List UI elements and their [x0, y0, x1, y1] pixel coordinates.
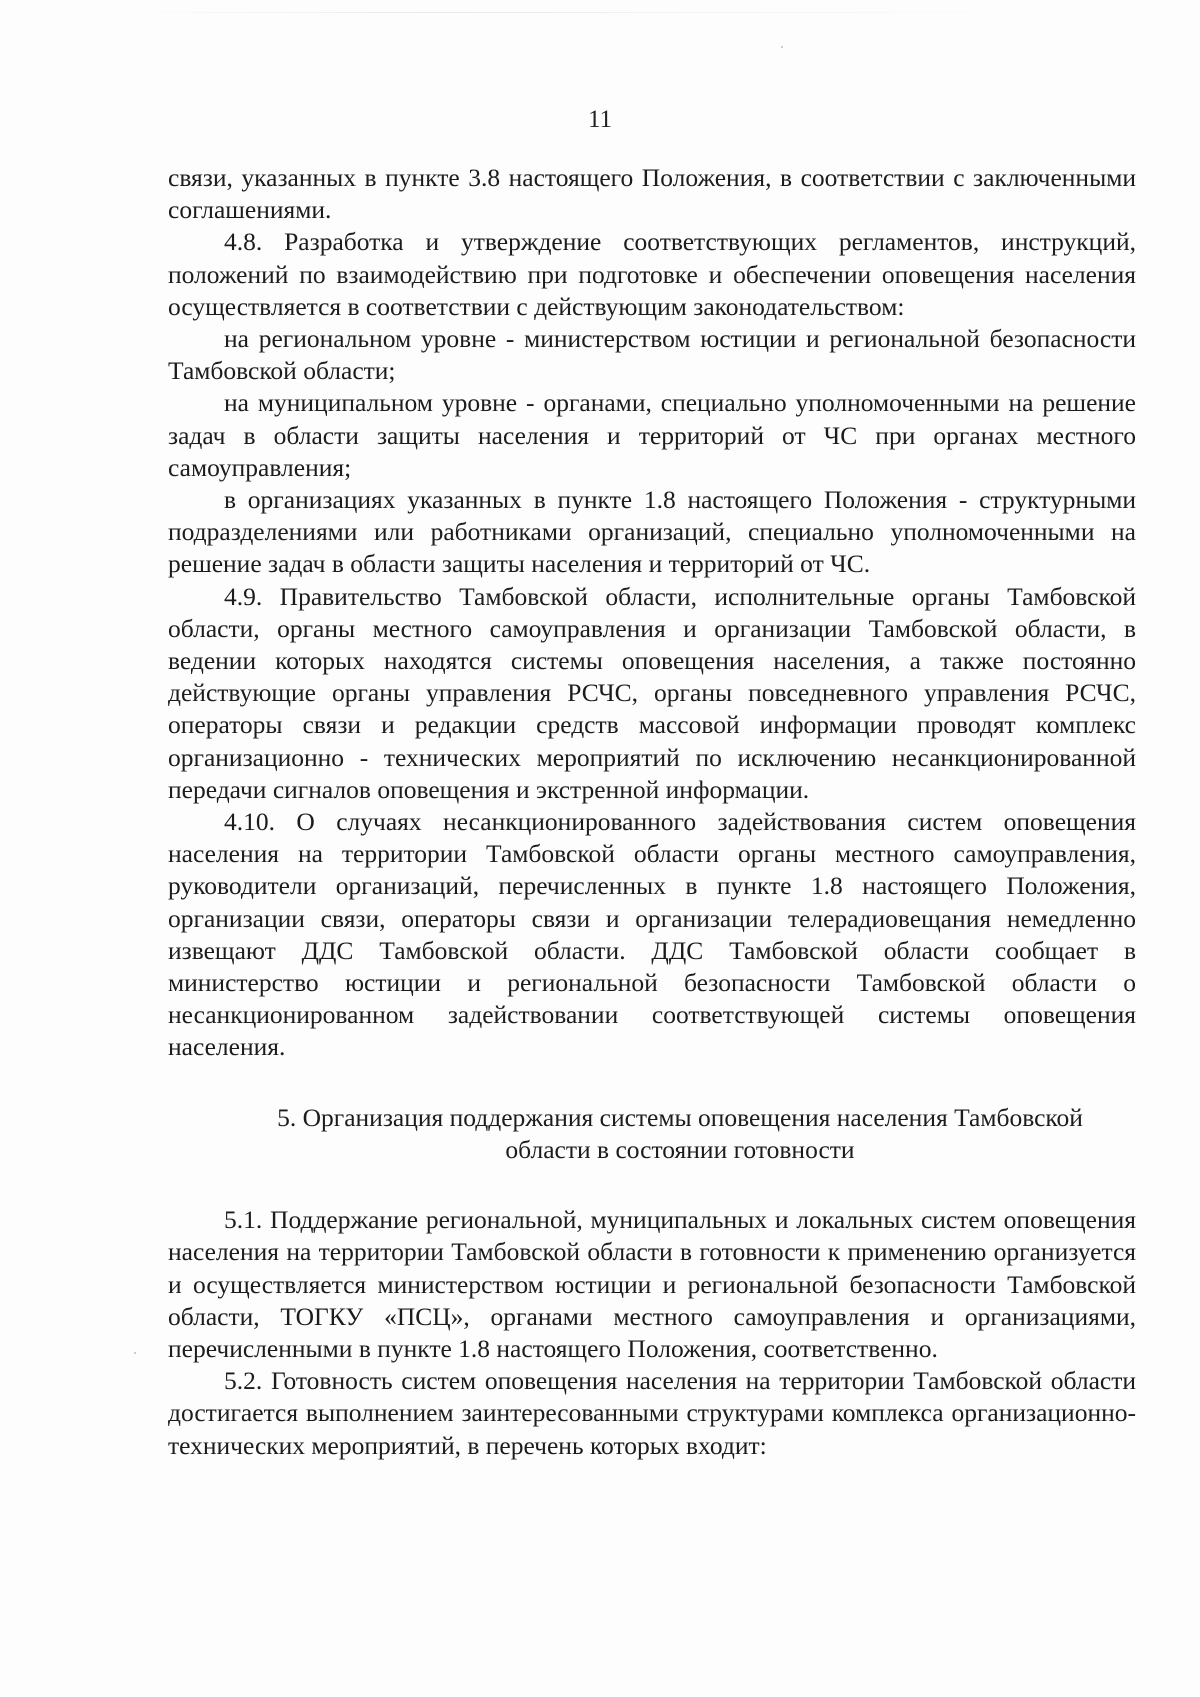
section-heading-line-1: 5. Организация поддержания системы оповещения населения Тамбовской — [277, 1102, 1083, 1132]
scan-artifact-line — [120, 12, 1070, 13]
scan-artifact-dot — [781, 46, 783, 48]
paragraph-municipal-level: на муниципальном уровне - органами, специально уполномоченными на решение задач в области защиты населения и территорий от ЧС при органах местного самоуправления; — [168, 388, 1136, 482]
paragraph-continuation: связи, указанных в пункте 3.8 настоящего Положения, в соответствии с заключенными соглашениями. — [168, 163, 1136, 225]
page-number: 11 — [587, 106, 613, 133]
paragraph-4-8: 4.8. Разработка и утверждение соответствующих регламентов, инструкций, положений по взаимодействию при подготовке и обеспечении оповещения населения осуществляется в соответствии с действующим законодательством: — [168, 227, 1136, 321]
paragraph-5-2: 5.2. Готовность систем оповещения населения на территории Тамбовской области достигается выполнением заинтересованными структурами комплекса организационно-технических мероприятий, в перечень которых входит: — [168, 1366, 1136, 1460]
section-heading-line-2: области в состоянии готовности — [505, 1134, 855, 1164]
scan-artifact-dot — [134, 1352, 136, 1354]
paragraph-organizations-level: в организациях указанных в пункте 1.8 настоящего Положения - структурными подразделениями или работниками организаций, специально уполномоченными на решение задач в области защиты населения и территорий от ЧС. — [168, 485, 1136, 579]
document-body — [168, 162, 1136, 1462]
section-heading-5 — [168, 1102, 1136, 1166]
paragraph-regional-level: на региональном уровне - министерством юстиции и региональной безопасности Тамбовской области; — [168, 324, 1136, 386]
paragraph-4-10: 4.10. О случаях несанкционированного задействования систем оповещения населения на территории Тамбовской области органы местного самоуправления, руководители организаций, перечисленных в пункте 1.8 настоящего Положения, организации связи, операторы связи и организации телерадиовещания немедленно извещают ДДС Тамбовской области. ДДС Тамбовской области сообщает в министерство юстиции и региональной безопасности Тамбовской области о несанкционированном задействовании соответствующей системы оповещения населения. — [168, 807, 1136, 1062]
paragraph-4-9: 4.9. Правительство Тамбовской области, исполнительные органы Тамбовской области, органы местного самоуправления и организации Тамбовской области, в ведении которых находятся системы оповещения населения, а также постоянно действующие органы управления РСЧС, органы повседневного управления РСЧС, операторы связи и редакции средств массовой информации проводят комплекс организационно - технических мероприятий по исключению несанкционированной передачи сигналов оповещения и экстренной информации. — [168, 581, 1136, 804]
paragraph-5-1: 5.1. Поддержание региональной, муниципальных и локальных систем оповещения населения на территории Тамбовской области в готовности к применению организуется и осуществляется министерством юстиции и региональной безопасности Тамбовской области, ТОГКУ «ПСЦ», органами местного самоуправления и организациями, перечисленными в пункте 1.8 настоящего Положения, соответственно. — [168, 1205, 1136, 1363]
